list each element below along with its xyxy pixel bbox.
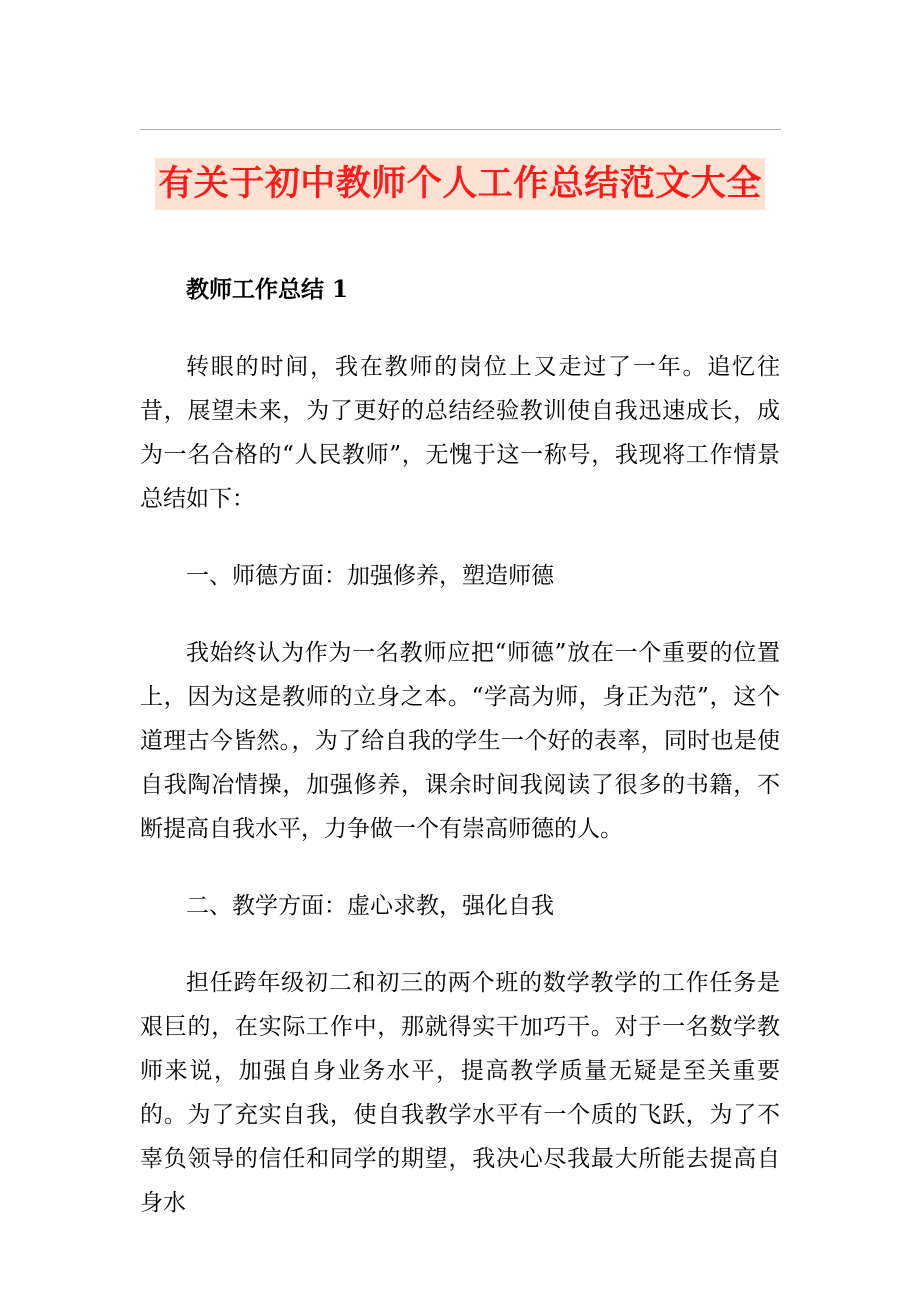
document-body (140, 268, 780, 1225)
sub-heading-teaching: 二、教学方面：虚心求教，强化自我 (186, 893, 554, 919)
document-title-block (0, 158, 920, 210)
header-rule (140, 129, 781, 130)
paragraph-ethics: 我始终认为作为一名教师应把“师德”放在一个重要的位置上，因为这是教师的立身之本。“学高为师，身正为范”，这个道理古今皆然。，为了给自我的学生一个好的表率，同时也是使自我陶冶情操，加强修养，课余时间我阅读了很多的书籍，不断提高自我水平，力争做一个有崇高师德的人。 (140, 640, 780, 842)
paragraph-teaching: 担任跨年级初二和初三的两个班的数学教学的工作任务是艰巨的，在实际工作中，那就得实干加巧干。对于一名数学教师来说，加强自身业务水平，提高教学质量无疑是至关重要的。为了充实自我，使自我教学水平有一个质的飞跃，为了不辜负领导的信任和同学的期望，我决心尽我最大所能去提高自身水 (140, 970, 780, 1216)
paragraph-intro: 转眼的时间，我在教师的岗位上又走过了一年。追忆往昔，展望未来，为了更好的总结经验教训使自我迅速成长，成为一名合格的“人民教师”，无愧于这一称号，我现将工作情景总结如下： (140, 354, 780, 512)
section-heading: 教师工作总结 1 (186, 276, 349, 303)
sub-heading-ethics: 一、师德方面：加强修养，塑造师德 (186, 563, 554, 589)
document-title: 有关于初中教师个人工作总结范文大全 (155, 158, 765, 210)
